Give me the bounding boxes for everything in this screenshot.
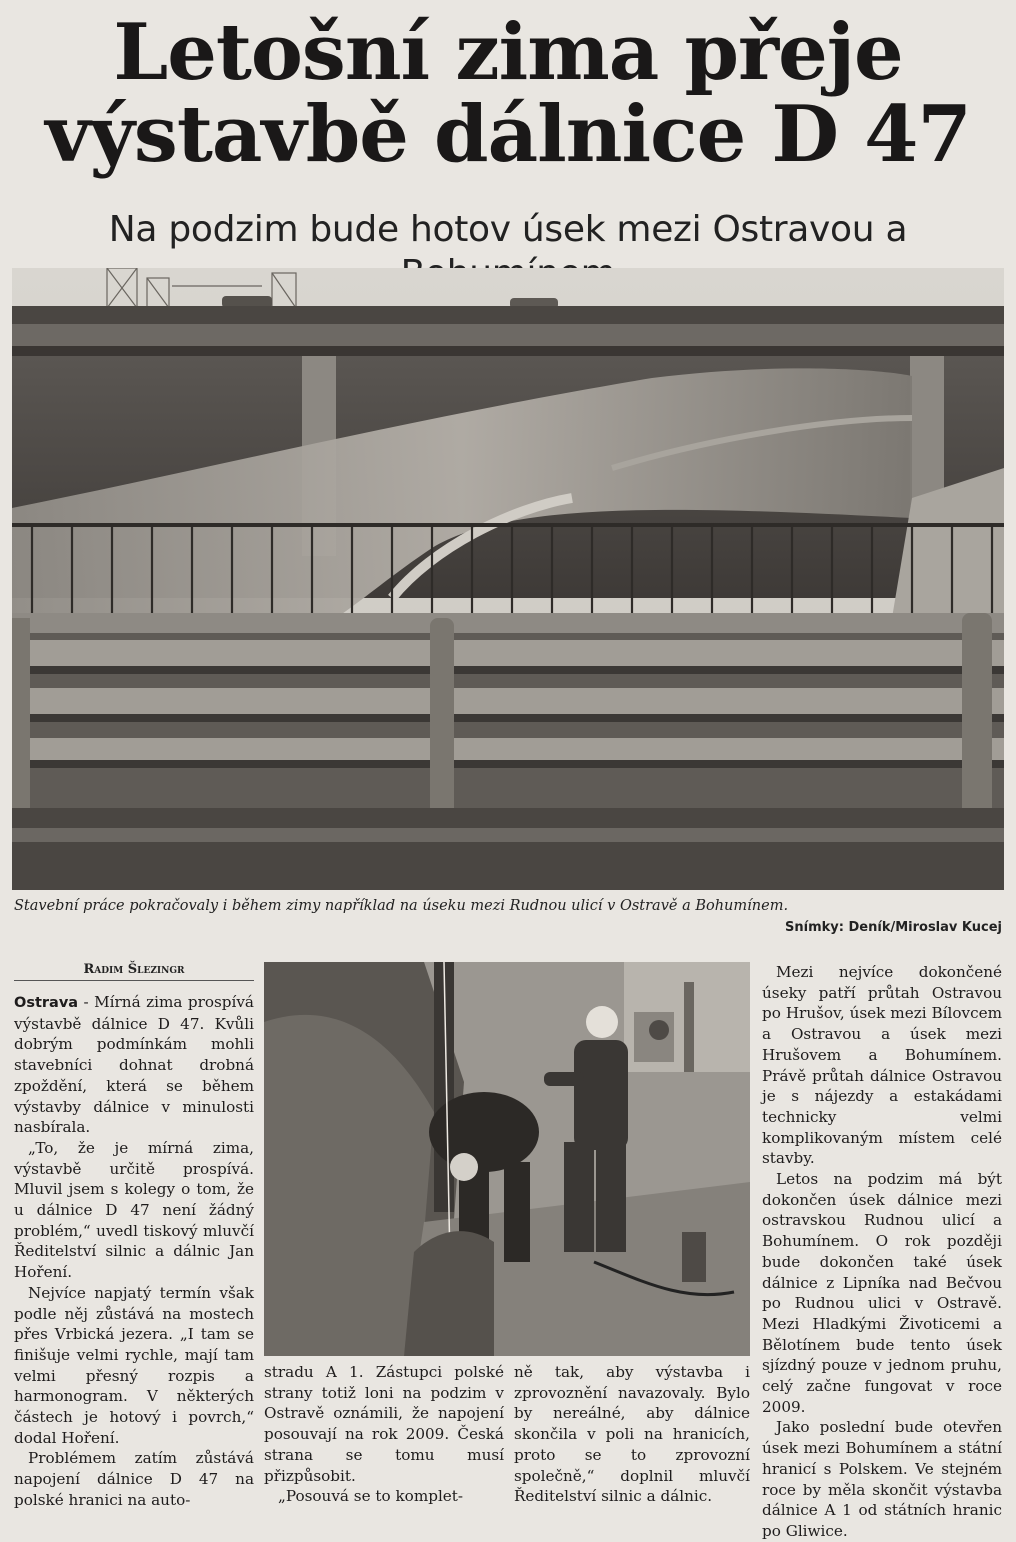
article-paragraph: Ostrava - Mírná zima prospívá výstavbě dálnice D 47. Kvůli dobrým podmínkám mohli stavebníci dohnat drobná zpoždění, která se během výstavby dálnice v minulosti nasbírala. bbox=[14, 993, 254, 1137]
article-paragraph: ně tak, aby výstavba i zprovoznění navazovaly. Bylo by nereálné, aby dálnice skončila v poli na hranicích, proto se to zprovozní společně,“ doplnil mluvčí Ředitelství silnic a dálnic. bbox=[514, 1363, 750, 1506]
headline-line-2: výstavbě dálnice D 47 bbox=[45, 89, 971, 180]
workers-photo bbox=[264, 962, 750, 1356]
article-paragraph: Mezi nejvíce dokončené úseky patří průtah Ostravou po Hrušov, úsek mezi Bílovcem a Ostravou a úsek mezi Hrušovem a Bohumínem. Právě průtah dálnice Ostravou je s nájezdy a estakádami technicky velmi komplikovaným místem celé stavby. bbox=[762, 963, 1002, 1168]
main-photo-caption: Stavební práce pokračovaly i během zimy například na úseku mezi Rudnou ulicí v Ostravě a Bohumínem. bbox=[14, 898, 789, 914]
article-paragraph: „Posouvá se to komplet- bbox=[278, 1487, 464, 1506]
article-paragraph: Letos na podzim má být dokončen úsek dálnice mezi ostravskou Rudnou ulicí a Bohumínem. O rok později bude dokončen také úsek dálnice z Lipníka nad Bečvou po Rudnou ulici v Ostravě. Mezi Hladkými Životicemi a Bělotínem bude tento úsek sjízdný pouze v jednom pruhu, celý začne fungovat v roce 2009. bbox=[762, 1170, 1002, 1416]
photo-credit: Snímky: Deník/Miroslav Kucej bbox=[785, 920, 1002, 935]
article-paragraph: Nejvíce napjatý termín však podle něj zůstává na mostech přes Vrbická jezera. „I tam se finišuje velmi rychle, mají tam velmi přesný rozpis a harmonogram. V některých částech je hotový i povrch,“ dodal Hoření. bbox=[14, 1283, 254, 1447]
article-paragraph: „To, že je mírná zima, výstavbě určitě prospívá. Mluvil jsem s kolegy o tom, že u dálnice D 47 není žádný problém,“ uvedl tiskový mluvčí Ředitelství silnic a dálnic Jan Hoření. bbox=[14, 1138, 254, 1282]
article-paragraph: stradu A 1. Zástupci polské strany totiž loni na podzim v Ostravě oznámili, že napojení posouvají na rok 2009. Česká strana se tomu musí přizpůsobit. bbox=[264, 1363, 504, 1485]
headline-line-1: Letošní zima přeje bbox=[113, 7, 903, 98]
article-column-4 bbox=[762, 962, 1002, 1542]
article-paragraph: Jako poslední bude otevřen úsek mezi Bohumínem a státní hranicí s Polskem. Ve stejném roce by měla skončit výstavba dálnice A 1 od státních hranic po Gliwice. bbox=[762, 1418, 1002, 1540]
article-column-3 bbox=[514, 1362, 750, 1507]
main-photo bbox=[12, 268, 1004, 890]
byline: Radim Šlezingr bbox=[14, 962, 254, 981]
article-paragraph: Problémem zatím zůstává napojení dálnice D 47 na polské hranici na auto- bbox=[14, 1449, 254, 1509]
subheadline: Na podzim bude hotov úsek mezi Ostravou a bbox=[108, 209, 908, 250]
article-column-1 bbox=[14, 992, 254, 1511]
article-column-2 bbox=[264, 1362, 504, 1507]
headline bbox=[0, 7, 1016, 180]
dateline: Ostrava bbox=[14, 995, 79, 1011]
